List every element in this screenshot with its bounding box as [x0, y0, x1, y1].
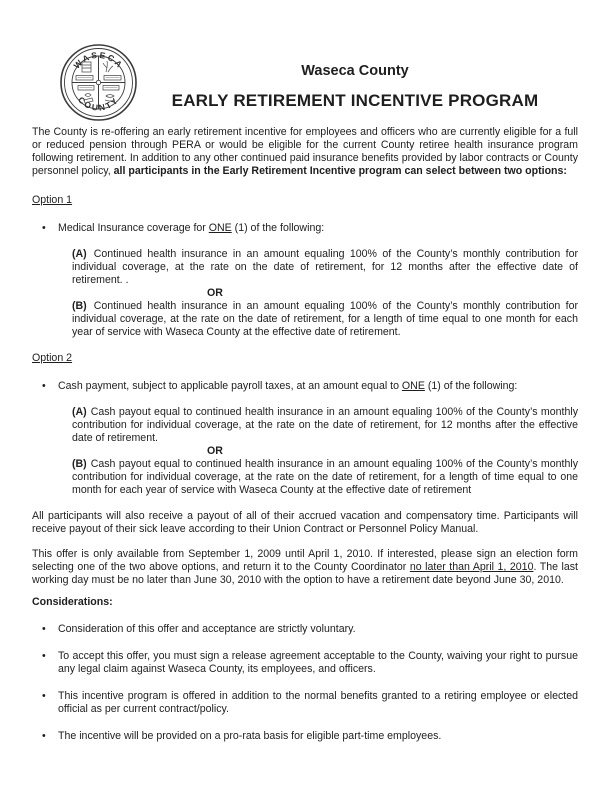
option-2-bullet-text	[58, 380, 578, 393]
offer-pre-text: This offer is only available from September 1, 2009 until April 1, 2010. If interested, please sign an election form selecting one of the two above options, and return it to the County Coordinator	[32, 548, 578, 573]
county-name-title: Waseca County	[301, 63, 409, 79]
option-1-a-text: Continued health insurance in an amount equaling 100% of the County’s monthly contribution for individual coverage, at the rate on the date of retirement, for 12 months after the effective date of retirement. .	[72, 248, 578, 286]
option-2-or: OR	[207, 445, 223, 457]
document-body	[32, 126, 578, 757]
considerations-heading: Considerations:	[32, 596, 113, 608]
vacation-payout-paragraph: All participants will also receive a payout of all of their accrued vacation and compensatory time. Participants will receive payout of their sick leave according to their Union Contract or Personnel Policy Manual.	[32, 510, 578, 535]
option-2-bullet-pre: Cash payment, subject to applicable payroll taxes, at an amount equal to	[58, 380, 402, 392]
bullet-icon	[32, 690, 58, 716]
option-2-a-label: (A)	[72, 406, 87, 418]
option-1-bullet	[32, 222, 578, 235]
consideration-text: The incentive will be provided on a pro-rata basis for eligible part-time employees.	[58, 730, 442, 742]
option-2-item-b	[72, 458, 578, 497]
consideration-text: Consideration of this offer and acceptance are strictly voluntary.	[58, 623, 356, 635]
consideration-item	[32, 730, 578, 743]
option-1-choices	[72, 248, 578, 339]
option-1-item-a	[72, 248, 578, 287]
option-2-b-text: Cash payout equal to continued health insurance in an amount equaling 100% of the County’s monthly contribution for individual coverage, at the rate on the date of retirement, for a length of time equal to one month for each year of service with Waseca County at the effective date of retirement	[72, 458, 578, 496]
title-block	[132, 64, 578, 110]
option-2-bullet	[32, 380, 578, 393]
option-1-or: OR	[207, 287, 223, 299]
waseca-county-seal-logo	[59, 43, 138, 122]
option-1-b-text: Continued health insurance in an amount equaling 100% of the County’s monthly contribution for individual coverage, at the rate on the date of retirement, for a length of time equal to one month for each year of service with Waseca County at the effective date of retirement.	[72, 300, 578, 338]
option-1-a-label: (A)	[72, 248, 87, 260]
bullet-icon	[32, 380, 58, 393]
option-2-one-underlined: ONE	[401, 380, 425, 392]
bullet-icon	[32, 650, 58, 676]
intro-paragraph	[32, 126, 578, 178]
seal-bottom-text: COUNTY	[76, 94, 121, 113]
option-2-a-text: Cash payout equal to continued health insurance in an amount equaling 100% of the County’s monthly contribution for individual coverage, at the rate on the date of retirement, for 12 months after the effective date of retirement.	[72, 406, 578, 444]
page-title: EARLY RETIREMENT INCENTIVE PROGRAM	[171, 91, 539, 110]
document-header	[0, 0, 612, 126]
option-2-bullet-post: (1) of the following:	[424, 380, 518, 392]
option-1-bullet-post: (1) of the following:	[231, 222, 325, 234]
option-2-heading: Option 2	[32, 352, 73, 364]
option-2-item-a	[72, 406, 578, 445]
option-2-b-label: (B)	[72, 458, 87, 470]
seal-top-text: WASECA	[71, 49, 126, 71]
intro-text: The County is re-offering an early retirement incentive for employees and officers who are currently eligible for a full or reduced pension through PERA or would be eligible for the current County retiree health insurance program following retirement. In addition to any other continued paid insurance benefits provided by labor contracts or County personnel policy,	[32, 126, 578, 177]
bullet-icon	[32, 623, 58, 636]
option-1-heading-row	[32, 194, 578, 207]
consideration-text: To accept this offer, you must sign a release agreement acceptable to the County, waiving your right to pursue any legal claim against Waseca County, its employees, and officers.	[58, 650, 578, 675]
offer-window-paragraph	[32, 548, 578, 587]
offer-deadline-underlined: no later than April 1, 2010	[409, 561, 534, 573]
consideration-item	[32, 690, 578, 716]
option-2-choices	[72, 406, 578, 497]
bullet-icon	[32, 222, 58, 235]
option-1-bullet-pre: Medical Insurance coverage for	[58, 222, 209, 234]
option-1-bullet-text	[58, 222, 578, 235]
bullet-icon	[32, 730, 58, 743]
consideration-text: This incentive program is offered in addition to the normal benefits granted to a retiring employee or elected official as per current contract/policy.	[58, 690, 578, 715]
intro-bold-text: all participants in the Early Retirement Incentive program can select between two options:	[113, 165, 567, 177]
option-1-item-b	[72, 300, 578, 339]
offer-post-text: . The last working day must be no later than June 30, 2010 with the option to have a retirement date beyond June 30, 2010.	[32, 561, 578, 586]
consideration-item	[32, 623, 578, 636]
option-2-heading-row	[32, 352, 578, 365]
option-1-one-underlined: ONE	[208, 222, 232, 234]
consideration-item	[32, 650, 578, 676]
option-1-b-label: (B)	[72, 300, 87, 312]
option-1-heading: Option 1	[32, 194, 73, 206]
